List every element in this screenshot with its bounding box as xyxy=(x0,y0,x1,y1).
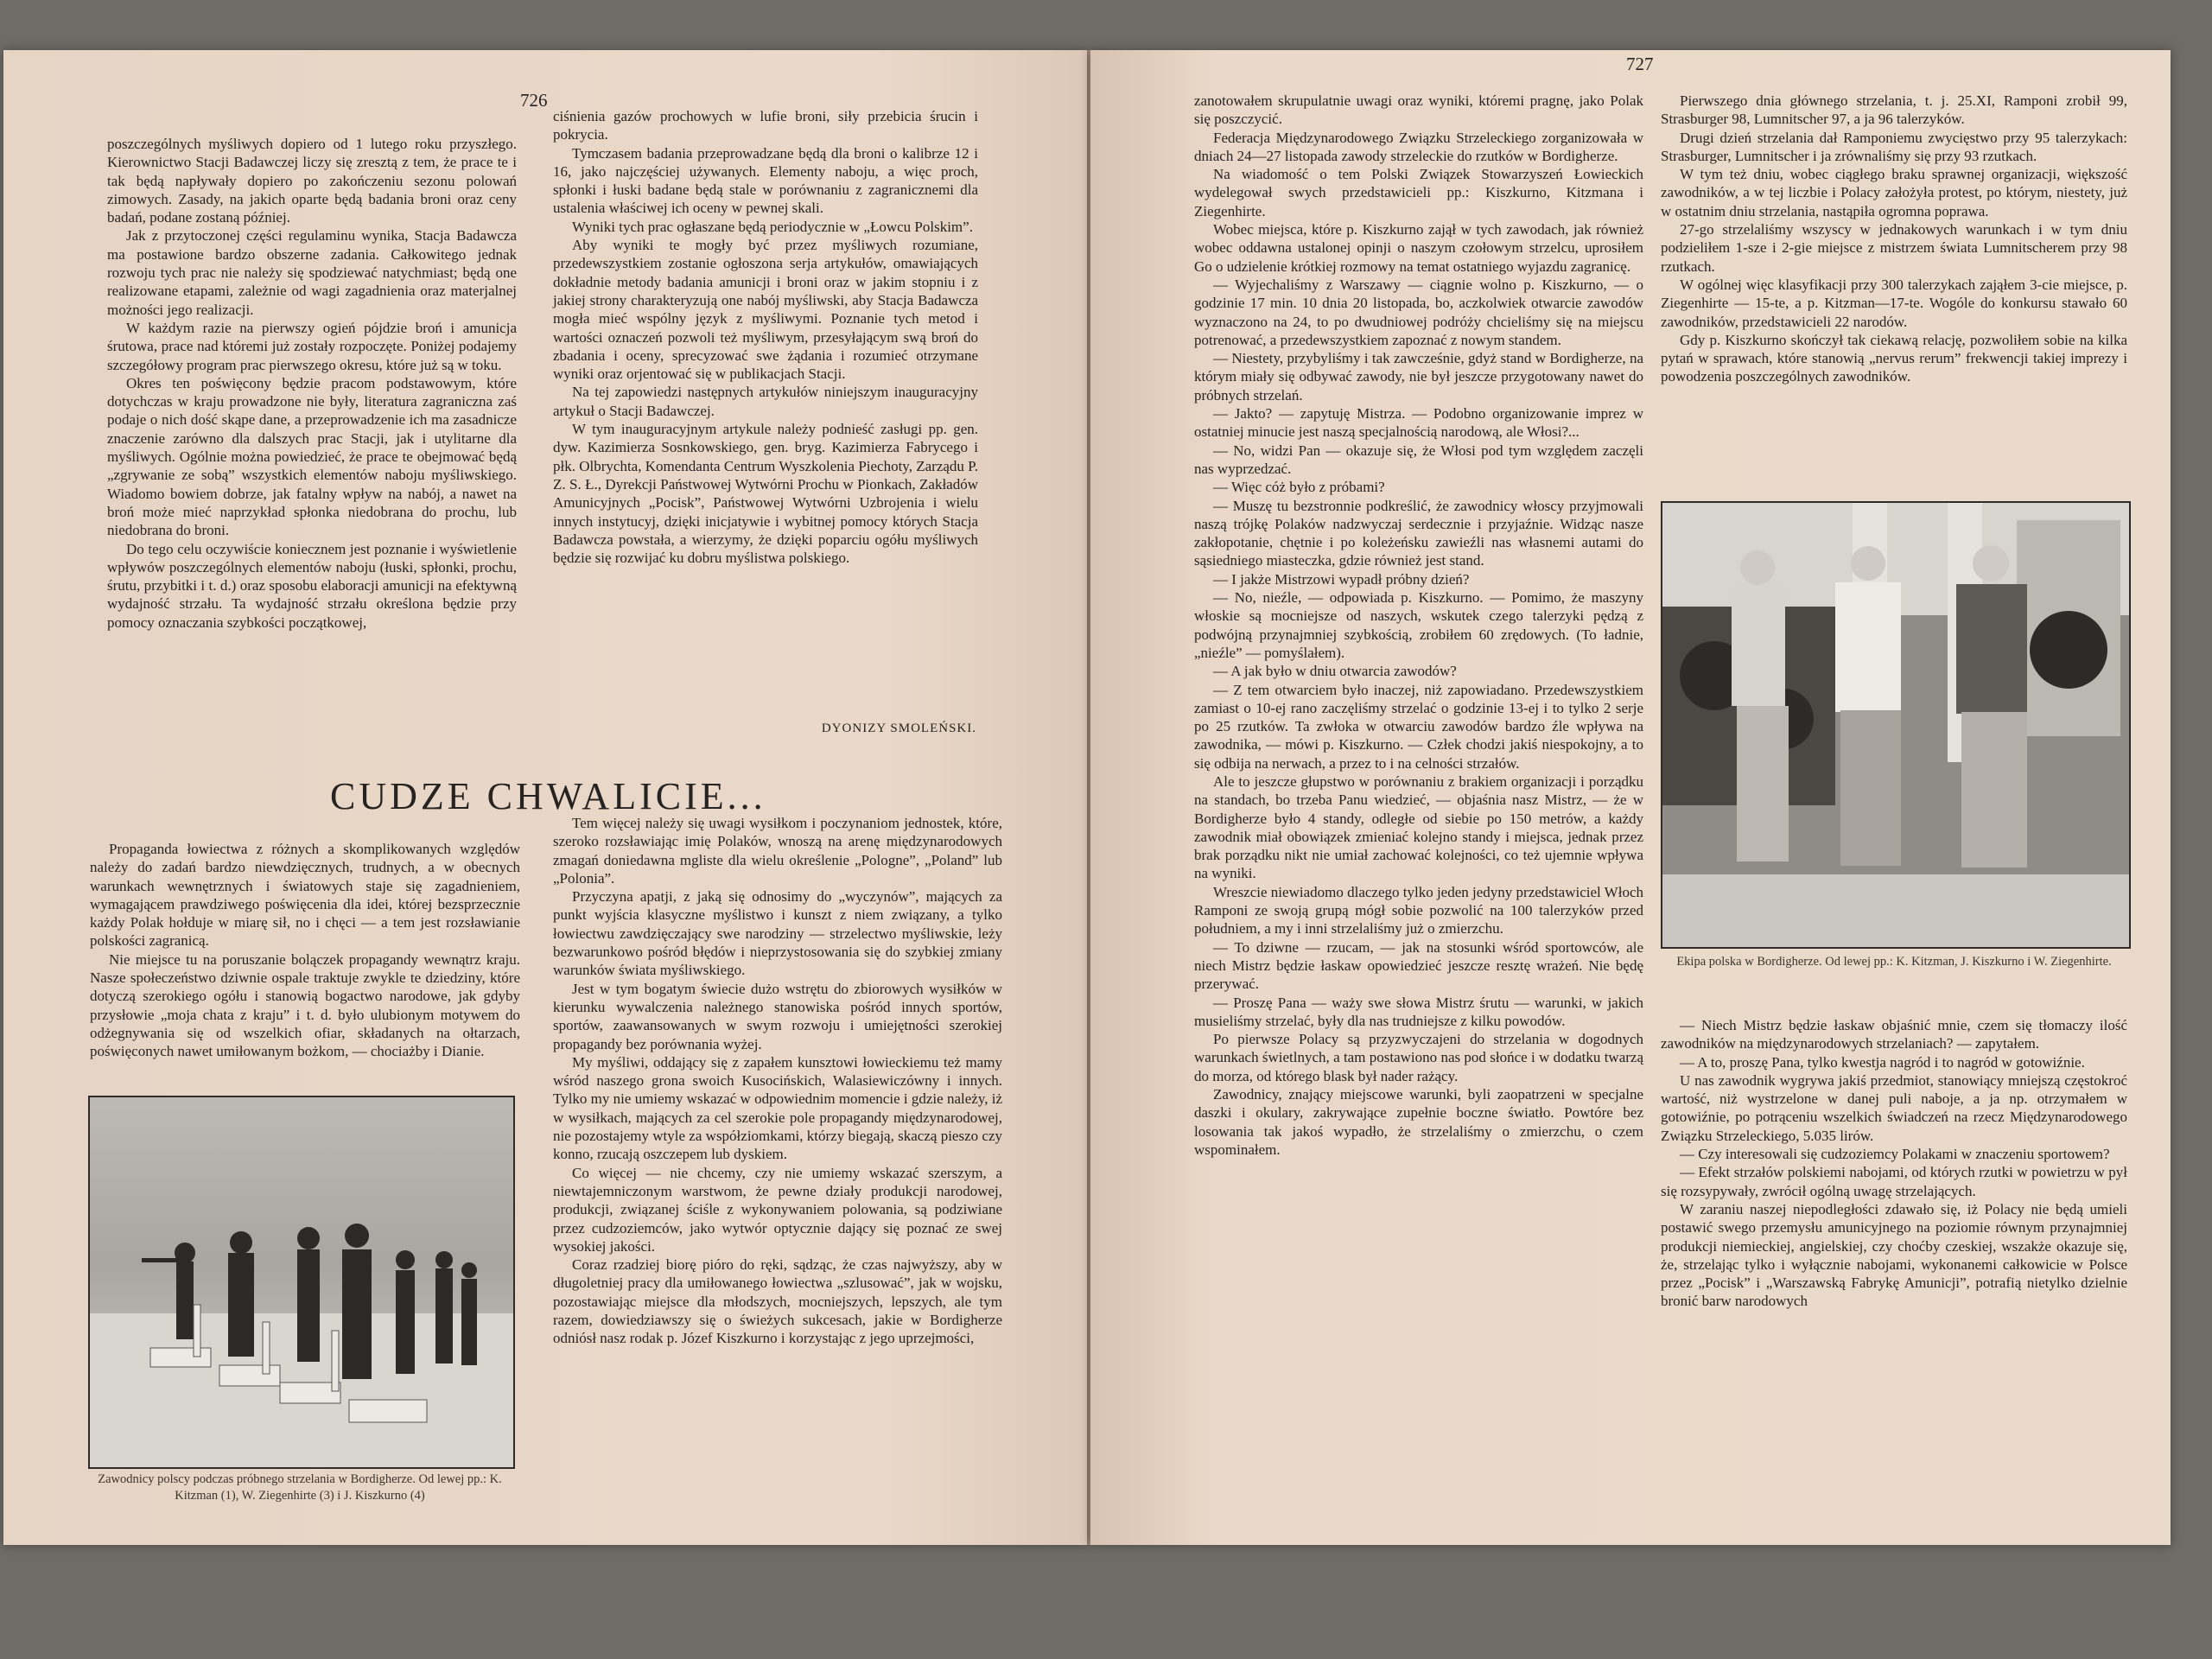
paragraph: Ale to jeszcze głupstwo w porównaniu z brakiem organizacji i porządku na standach, bo trzeba Panu wiedzieć, — objaśnia nasz Mistrz, — że w Bordigherze było 4 standy, odległe od siebie po 150 metrów, a każdy zawodnik miał obowiązek zmieniać kolejno standy i miejsca, jednak przez brak porządku nikt nie umiał zachować kolejności, co też ujemnie wpływa na wyniki. xyxy=(1194,772,1643,882)
right-column-3 xyxy=(1661,1016,2127,1311)
paragraph: — Niech Mistrz będzie łaskaw objaśnić mnie, czem się tłomaczy ilość zawodników na międzynarodowych strzelaniach? — zapytałem. xyxy=(1661,1017,2127,1052)
paragraph: W każdym razie na pierwszy ogień pójdzie broń i amunicja śrutowa, prace nad któremi już zostały rozpoczęte. Poniżej podajemy szczegółowy program prac pierwszego okresu, które już są w toku. xyxy=(107,319,517,373)
paragraph: Co więcej — nie chcemy, czy nie umiemy wskazać szerszym, a niewtajemniczonym warstwom, że pewne działy produkcji narodowej, produkcji, związanej ściśle z wykonywaniem polowania, są podziwiane przez cudzoziemców, jako wytwór optycznie dający się poznać ze swej wysokiej jakości. xyxy=(553,1164,1002,1255)
left-photo-caption: Zawodnicy polscy podczas próbnego strzelania w Bordigherze. Od lewej pp.: K. Kitzman (1), W. Ziegenhirte (3) i J. Kiszkurno (4) xyxy=(98,1472,502,1503)
paragraph: — Więc cóż było z próbami? xyxy=(1213,479,1385,496)
paragraph: Do tego celu oczywiście koniecznem jest poznanie i wyświetlenie wpływów poszczególnych elementów naboju (łuski, spłonki, prochu, śrutu, przybitki i t. d.) oraz sposobu elaboracji amunicji na efektywną wydajność strzału. Ta wydajność strzału określona będzie przy pomocy oznaczania szybkości początkowej, xyxy=(107,540,517,631)
left-column-1 xyxy=(107,135,517,632)
paragraph: — Proszę Pana — waży swe słowa Mistrz śrutu — warunki, w jakich musieliśmy strzelać, były dla nas trudniejsze z kilku powodów. xyxy=(1194,994,1643,1029)
left-column-4 xyxy=(553,814,1002,1348)
paragraph: Nie miejsce tu na poruszanie bolączek propagandy wewnątrz kraju. Nasze społeczeństwo dziwnie ospale traktuje zwykle te dziedziny, które dotyczą szerokiego ogółu i stanowią bogactwo narodowe, jak gdyby przysłowie „moja chata z kraju” i t. d. było ulubionym motywem do odżegnywania się od wszelkich ofiar, składanych na ołtarzach, poświęconych nawet umiłowanym bożkom, — chociażby i Dianie. xyxy=(90,950,520,1060)
paragraph: — Z tem otwarciem było inaczej, niż zapowiadano. Przedewszystkiem zamiast o 10-ej rano zaczęliśmy strzelać o godzinie 13-ej i to tylko 2 serje po 25 rzutków. Ta zwłoka w otwarciu zawodów bardzo źle wpływa na zawodnika, — mówi p. Kiszkurno. — Człek chodzi jakiś niespokojny, a to się odbija na nerwach, a przez to i na celności strzałów. xyxy=(1194,681,1643,772)
paragraph: Wobec miejsca, które p. Kiszkurno zajął w tych zawodach, jak również wobec oddawna ustalonej opinji o naszym czołowym strzelcu, uprosiłem Go o udzielenie krótkiej rozmowy na temat ostatniego wyjazdu zagranicę. xyxy=(1194,221,1643,275)
paragraph: Zawodnicy, znający miejscowe warunki, byli zaopatrzeni w specjalne daszki i okulary, zakrywające zupełnie boczne światło. Powtóre bez losowania tak jakoś wypadło, że strzelaliśmy o zmierzchu, o czem wspominałem. xyxy=(1194,1086,1643,1158)
paragraph: Federacja Międzynarodowego Związku Strzeleckiego zorganizowała w dniach 24—27 listopada zawody strzeleckie do rzutków w Bordigherze. xyxy=(1194,129,1643,164)
paragraph: U nas zawodnik wygrywa jakiś przedmiot, stanowiący mniejszą częstokroć wartość, niż wystrzelone w danej puli naboje, a ja np. otrzymałem w gotowiźnie, po potrąceniu wszelkich świadczeń na rzecz Międzynarodowego Związku Strzeleckiego, 5.035 lirów. xyxy=(1661,1071,2127,1144)
paragraph: — A jak było w dniu otwarcia zawodów? xyxy=(1213,663,1457,680)
left-page xyxy=(3,50,1087,1545)
paragraph: Gdy p. Kiszkurno skończył tak ciekawą relację, pozwoliłem sobie na kilka pytań w sprawach, które stanowią „nervus rerum” frekwencji takiej imprezy i powodzenia poszczególnych zawodników. xyxy=(1661,331,2127,385)
paragraph: Pierwszego dnia głównego strzelania, t. j. 25.XI, Ramponi zrobił 99, Strasburger 98, Lumnitscher 97, a ja 96 talerzyków. xyxy=(1661,92,2127,128)
paragraph: Propaganda łowiectwa z różnych a skomplikowanych względów należy do zadań bardzo niewdzięcznych, trudnych, a w obecnych warunkach wewnętrznych i światowych staje się zagadnieniem, wymagającem prawdziwego poświęcenia dla idei, której bezsprzecznie każdy Polak hołduje w miarę sił, no i chęci — a tem jest rozsławianie polskości zagranicą. xyxy=(90,841,520,950)
paragraph: — Niestety, przybyliśmy i tak zawcześnie, gdyż stand w Bordigherze, na którym miały się odbywać zawody, nie był jeszcze przygotowany nawet do próbnych strzelań. xyxy=(1194,350,1643,404)
paragraph: Tymczasem badania przeprowadzane będą dla broni o kalibrze 12 i 16, jako najczęściej używanych. Elementy naboju, a więc proch, spłonki i łuski badane będą stale w porównaniu z zagranicznemi dla ustalenia właściwej ich oceny w pewnej skali. xyxy=(553,144,978,217)
paragraph: Tem więcej należy się uwagi wysiłkom i poczynaniom jednostek, które, szeroko rozsławiając imię Polaków, wnoszą na arenę międzynarodowych zmagań doniedawna mgliste dla wielu określenie „Pologne”, „Poland” lub „Polonia”. xyxy=(553,815,1002,887)
paragraph: Aby wyniki te mogły być przez myśliwych rozumiane, przedewszystkiem zostanie ogłoszona serja artykułów, omawiających dokładnie metody badania amunicji i broni oraz w jakim stopniu i z jakiej strony charakteryzują one nabój myśliwski, aby Stacja Badawcza mogła mieć wspólny język z myśliwymi. Poznanie tych metod i wartości oznaczeń pozwoli też myśliwym, przesyłającym swą broń do zbadania i oceny, sprecyzować swe żądania i rozumieć otrzymane wyniki oraz orjentować się w publikacjach Stacji. xyxy=(553,237,978,383)
paragraph: Przyczyna apatji, z jaką się odnosimy do „wyczynów”, mających za punkt wyjścia klasyczne myślistwo i kunszt z niem związany, a tylko łowiectwu zawdzięczający swe narodziny — strzelectwo myśliwskie, leży bezwarunkowo pośród błędów i nieprzystosowania się do szybkiej zmiany warunków świata myśliwskiego. xyxy=(553,888,1002,979)
paragraph: Wreszcie niewiadomo dlaczego tylko jeden jedyny przedstawiciel Włoch Ramponi ze swoją grupą mógł sobie pozwolić na 100 talerzyków przed południem, a my i inni strzelaliśmy już o zmierzchu. xyxy=(1194,883,1643,938)
paragraph: Na wiadomość o tem Polski Związek Stowarzyszeń Łowieckich wydelegował swych przedstawicieli pp.: Kiszkurno, Kitzmana i Ziegenhirte. xyxy=(1194,166,1643,219)
right-column-1 xyxy=(1194,92,1643,1159)
paragraph: Na tej zapowiedzi następnych artykułów niniejszym inauguracyjny artykuł o Stacji Badawczej. xyxy=(553,384,978,419)
shooting-range-photo xyxy=(88,1096,515,1469)
author-signature: DYONIZY SMOLEŃSKI. xyxy=(821,721,976,735)
paragraph: W zaraniu naszej niepodległości zdawało się, iż Polacy nie będą umieli postawić swego przemysłu amunicyjnego na poziomie równym przynajmniej produkcji niemieckiej, angielskiej, czy choćby czeskiej, wszakże okazuje się, że, strzelając tylko i wyłącznie nabojami, wykonanemi całkowicie w Polsce przez „Pocisk” i „Warszawską Fabrykę Amunicji”, potrafią nietylko dzielnie bronić barw narodowych xyxy=(1661,1200,2127,1310)
paragraph: 27-go strzelaliśmy wszyscy w jednakowych warunkach i w tym dniu podzieliłem 1-sze i 2-gie miejsce z mistrzem świata Lumnitscherem przy 98 rzutkach. xyxy=(1661,221,2127,275)
right-photo-caption: Ekipa polska w Bordigherze. Od lewej pp.: K. Kitzman, J. Kiszkurno i W. Ziegenhirte. xyxy=(1676,955,2112,969)
paragraph: ciśnienia gazów prochowych w lufie broni, siły przebicia śrucin i pokrycia. xyxy=(553,108,978,143)
paragraph: poszczególnych myśliwych dopiero od 1 lutego roku przyszłego. Kierownictwo Stacji Badawczej liczy się zresztą z tem, że prace te i tak będą napływały dopiero po zakończeniu sezonu polowań zimowych. Zasady, na jakich oparte będą badania broni oraz ceny badań, podane zostaną później. xyxy=(107,136,517,226)
paragraph: — Jakto? — zapytuję Mistrza. — Podobno organizowanie imprez w ostatniej minucie jest naszą specjalnością narodową, ale Włosi?... xyxy=(1194,405,1643,441)
right-page xyxy=(1090,50,2171,1545)
paragraph: Jak z przytoczonej części regulaminu wynika, Stacja Badawcza ma postawione bardzo obszerne zadania. Całkowitego jednak rozwoju tych prac nie należy się spodziewać natychmiast; będą one realizowane etapami, zależnie od wagi zagadnienia oraz materjalnej możności jego realizacji. xyxy=(107,227,517,318)
page-number-left: 726 xyxy=(520,90,548,111)
article-headline: CUDZE CHWALICIE... xyxy=(330,775,766,817)
paragraph: — I jakże Mistrzowi wypadł próbny dzień? xyxy=(1213,570,1470,588)
left-column-3 xyxy=(90,840,520,1061)
paragraph: — No, widzi Pan — okazuje się, że Włosi pod tym względem zaczęli nas wyprzedzać. xyxy=(1194,442,1643,477)
paragraph: Coraz rzadziej biorę pióro do ręki, sądząc, że czas najwyższy, aby w długoletniej pracy dla umiłowanego łowiectwa „szlusować”, jak w wojsku, pozostawiając miejsce dla młodszych, mocniejszych, lepszych, ale tym razem, dowiedziawszy się o świeżych sukcesach, jakie w Bordigherze odniósł nasz rodak p. Józef Kiszkurno i korzystając z jego uprzejmości, xyxy=(553,1256,1002,1347)
paragraph: My myśliwi, oddający się z zapałem kunsztowi łowieckiemu też mamy wśród naszego grona swoich Kusocińskich, Walasiewiczówny i innych. Tylko my nie umiemy wskazać w odpowiednim momencie i gdzie należy, iż w wysiłkach, mających za cel szerokie pole propagandy międzynarodowej, nie pozostajemy wtyle za współziomkami, którzy biegają, skaczą pieszo czy konno, rzucają oszczepem lub dyskiem. xyxy=(553,1053,1002,1163)
paragraph: — Muszę tu bezstronnie podkreślić, że zawodnicy włoscy przyjmowali naszą trójkę Polaków nadzwyczaj serdecznie i przyjaźnie. Widząc nasze zakłopotanie, chętnie i po koleżeńsku zawieźli nas własnemi autami do sąsiedniego miasteczka, gdzie również jest stand. xyxy=(1194,497,1643,569)
paragraph: Wyniki tych prac ogłaszane będą periodycznie w „Łowcu Polskim”. xyxy=(572,218,973,235)
team-photo xyxy=(1661,501,2131,949)
paragraph: — A to, proszę Pana, tylko kwestja nagród i to nagród w gotowiźnie. xyxy=(1680,1053,2085,1071)
paragraph: W tym inauguracyjnym artykule należy podnieść zasługi pp. gen. dyw. Kazimierza Sosnkowskiego, gen. bryg. Kazimierza Fabrycego i płk. Olbrychta, Komendanta Centrum Wyszkolenia Piechoty, Zarządu P. Z. S. Ł., Dyrekcji Państwowej Wytwórni Prochu w Pionkach, Zakładów Amunicyjnych „Pocisk”, Państwowej Wytwórni Uzbrojenia i wielu innych instytucyj, dzięki inicjatywie i wybitnej pomocy których Stacja Badawcza powstała, a wierzymy, że dzięki poparciu ogółu myśliwych będzie się rozwijać ku dobru myślistwa polskiego. xyxy=(553,421,978,567)
paragraph: — Czy interesowali się cudzoziemcy Polakami w znaczeniu sportowem? xyxy=(1680,1146,2110,1163)
page-number-right: 727 xyxy=(1626,54,1654,74)
paragraph: — Wyjechaliśmy z Warszawy — ciągnie wolno p. Kiszkurno, — o godzinie 17 min. 10 dnia 20 listopada, bo, aczkolwiek otwarcie zawodów wyznaczono na 24, to po dwudniowej podróży chcieliśmy się na miejscu potrenować, a przedewszystkiem zapoznać z nowym standem. xyxy=(1194,276,1643,348)
paragraph: — To dziwne — rzucam, — jak na stosunki wśród sportowców, ale niech Mistrz będzie łaskaw opowiedzieć jeszcze resztę wrażeń. Nie będę przerywać. xyxy=(1194,938,1643,993)
paragraph: Okres ten poświęcony będzie pracom podstawowym, które dotychczas w kraju prowadzone nie były, literatura zagraniczna zaś podaje o nich dość skąpe dane, a przeprowadzenie ich ma zasadnicze znaczenie zarówno dla dalszych prac Stacji, jak i utylitarne dla myśliwych. Ogólnie można powiedzieć, że prace te obejmować będą „zgrywanie ze sobą” wszystkich elementów naboju myśliwskiego. Wiadomo bowiem dobrze, jak fatalny wpływ na nabój, a nawet na broń może mieć naprzykład spłonka niedobrana do prochu, lub niedobrana do broni. xyxy=(107,374,517,539)
paragraph: Jest w tym bogatym świecie dużo wstrętu do zbiorowych wysiłków w kierunku wywalczenia należnego stanowiska pośród innych sportów, sportów, zaawansowanych w swym rozwoju i umiejętności szerokiej propagandy bez porównania wyżej. xyxy=(553,980,1002,1052)
paragraph: Po pierwsze Polacy są przyzwyczajeni do strzelania w dogodnych warunkach świetlnych, a tam postawiono nas pod słońce i w dodatku twarzą do morza, od którego blask był nader rażący. xyxy=(1194,1031,1643,1084)
paragraph: — Efekt strzałów polskiemi nabojami, od których rzutki w powietrzu w pył się rozsypywały, zwrócił ogólną uwagę strzelających. xyxy=(1661,1164,2127,1199)
paragraph: Drugi dzień strzelania dał Ramponiemu zwycięstwo przy 95 talerzykach: Strasburger, Lumnitscher i ja zrównaliśmy się przy 93 rzutkach. xyxy=(1661,129,2127,164)
right-column-2 xyxy=(1661,92,2127,386)
paragraph: zanotowałem skrupulatnie uwagi oraz wyniki, któremi pragnę, jako Polak się poszczycić. xyxy=(1194,92,1643,128)
paragraph: W tym też dniu, wobec ciągłego braku sprawnej organizacji, większość zawodników, a w tej liczbie i Polacy założyła protest, po którym, niestety, już w ostatnim dniu strzelania, nastąpiła ogromna poprawa. xyxy=(1661,166,2127,219)
paragraph: W ogólnej więc klasyfikacji przy 300 talerzykach zająłem 3-cie miejsce, p. Ziegenhirte — 15-te, a p. Kitzman—17-te. Wogóle do konkursu stawało 60 zawodników, przedstawicieli 22 narodów. xyxy=(1661,276,2127,330)
paragraph: — No, nieźle, — odpowiada p. Kiszkurno. — Pomimo, że maszyny włoskie są mocniejsze od naszych, wskutek czego talerzyki pędzą z podwójną przynajmniej szybkością, zrobiłem 60 zrędowych. (To ładnie, „nieźle” — pomyślałem). xyxy=(1194,589,1643,661)
left-column-2 xyxy=(553,107,978,567)
